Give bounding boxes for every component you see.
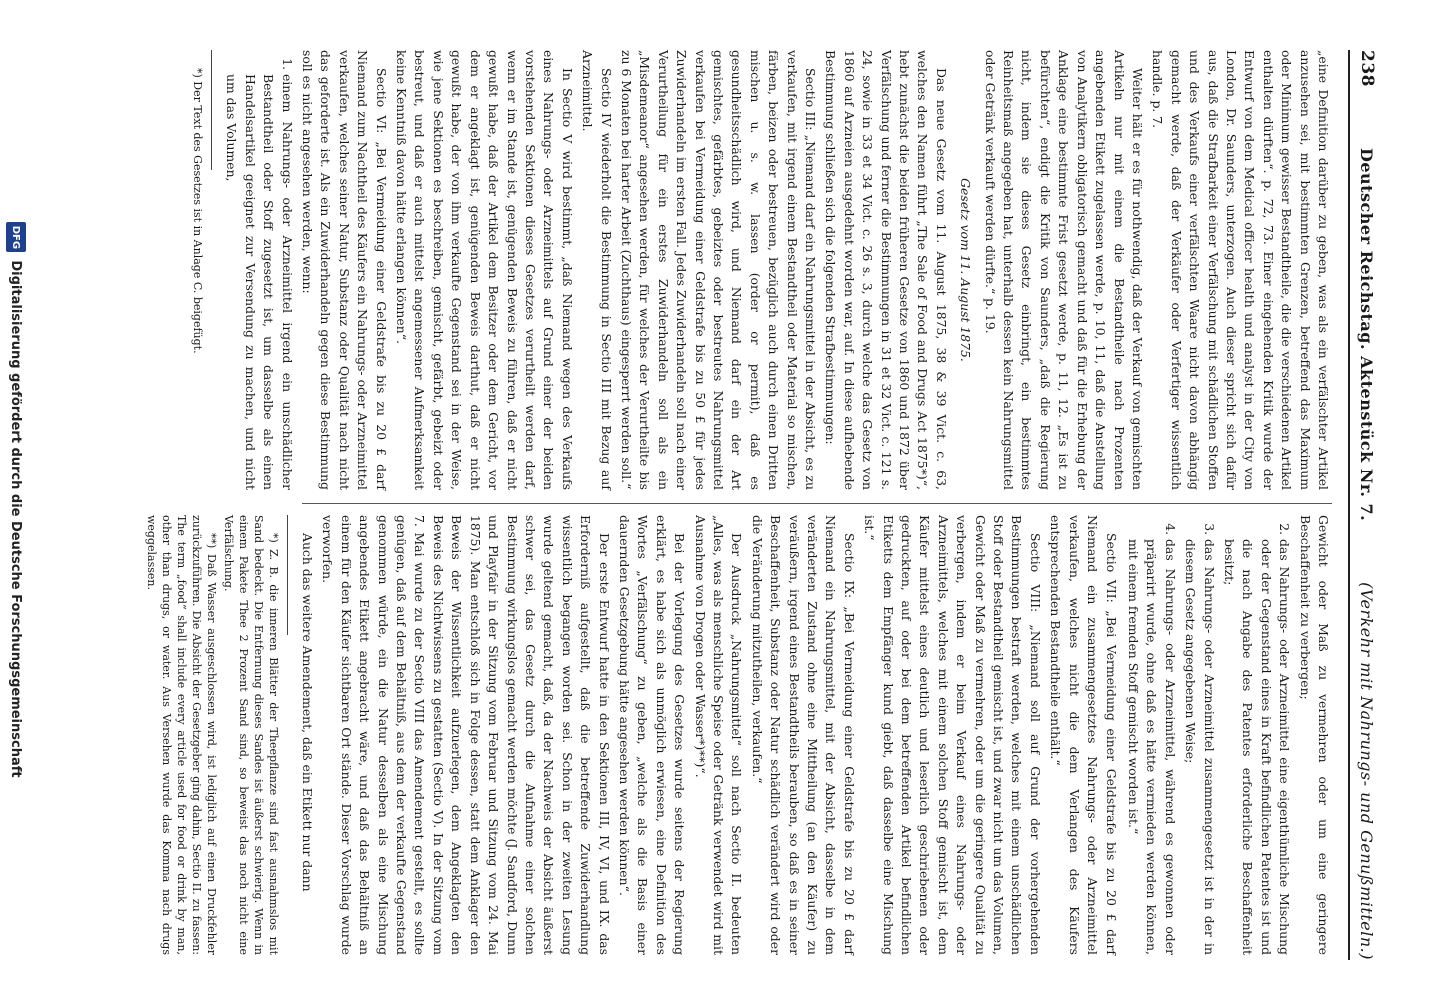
header-rule <box>1348 50 1350 960</box>
paragraph: „eine Definition darüber zu geben, was als ein verfälschter Artikel anzusehen sei, mit bestimmten Grenzen, betreffend das Maximum oder Minimum gewisser Bestandtheile, die die verschiedenen Artikel enthalten dürften“. p. 72, 73. Einer eingehenden Kritik wurde der Entwurf von dem Medical officer health und analyst in der City von London, Dr. Saunders, unterzogen. Auch dieser spricht sich dafür aus, daß die Strafbarkeit einer Verfälschung mit schädlichen Stoffen und des Verkaufs einer verfälschten Waare nicht davon abhängig gemacht werde, daß der Verkäufer oder Verfertiger wissentlich handle. p. 7. <box>1150 50 1331 490</box>
exception-list-continued <box>1124 515 1294 955</box>
page-header <box>1342 50 1392 960</box>
footnote-divider <box>211 50 212 170</box>
paragraph: Der Ausdruck „Nahrungsmittel“ soll nach Sectio II. bedeuten „Alles, was als menschliche Speise oder Getränk verwendet wird mit Ausnahme von Drogen oder Wasser*)**)“. <box>692 515 745 955</box>
footnote-divider <box>287 515 288 635</box>
law-heading: Gesetz vom 11. August 1875. <box>958 178 974 362</box>
paragraph: In Sectio V wird bestimmt, „daß Niemand wegen des Verkaufs eines Nahrungs- oder Arzneimittels auf Grund einer der beiden vorstehenden Sektionen dieses Gesetzes verurtheilt werden darf, wenn er im Stande ist, genügenden Beweis zu führen, daß er nicht gewußt habe, daß der Artikel dem Besitzer oder dem Gericht, vor dem er angeklagt ist, genügenden Beweis darthut, daß er nicht gewußt habe, der von ihm verkaufte Gegenstand sei in der Weise, wie jene Sektionen es beschreiben, gemischt, gefärbt, gebeizt oder bestreut, und daß er auch mittelst angemessener Aufmerksamkeit keine Kenntniß davon hätte erlangen können“. <box>394 50 575 490</box>
paragraph: Der erste Entwurf hatte in den Sektionen III, IV, VI, und IX. das Erforderniß aufgestellt, daß die betreffende Zuwiderhandlung wissentlich begangen worden sei. Schon in der zweiten Lesung wurde geltend gemacht, daß, da der Nachweis der Absicht äußerst schwer sei, das Gesetz durch die Aufnahme einer solchen Bestimmung wirkungslos gemacht werden möchte (J. Sandford, Dunn und Playfair in der Sitzung vom Februar und Sitzung vom 24. Mai 1875). Man entschloß sich in Folge dessen, statt dem Anklager den Beweis der Wissentlichkeit aufzuerlegen, dem Angeklagten den Beweis des Nichtwissens zu gestatten (Sectio V). In der Sitzung vom 7. Mai wurde zu der Sectio VIII das Amendement gestellt, es sollte genügen, daß auf dem Behältniß, aus dem der verkaufte Gegenstand genommen würde, ein die Natur desselben als eine Mischung angebendes Etikett angebracht wäre, und daß das Behältniß an einem für den Käufer sichtbaren Ort stände. Dieser Vorschlag wurde verworfen. <box>320 515 612 955</box>
list-item: 4. das Nahrungs- oder Arzneimittel, während es gewonnen oder präparirt wurde, ohne daß es hätte vermieden werden können, mit einem fremden Stoff gemischt worden ist.“ <box>1124 539 1179 955</box>
paragraph: Sectio VII: „Bei Vermeidung einer Geldstrafe bis zu 20 £ darf Niemand ein zusammengesetztes Nahrungs- oder Arzneimittel verkaufen, welches nicht die dem Verlangen des Käufers entsprechenden Bestandtheile enthält.“ <box>1048 515 1119 955</box>
paragraph: Auch das weitere Amendement, daß ein Etikett nur dann <box>300 533 316 892</box>
column-divider <box>302 503 1332 504</box>
digitization-note: Digitalisierung gefördert durch die Deutsche Forschungsgemeinschaft <box>8 260 24 778</box>
paragraph: Sectio III: „Niemand darf ein Nahrungsmittel in der Absicht, es zu verkaufen, mit irgend einem Bestandtheil oder Material so mischen, färben, beizen oder bestreuen, bezüglich auch durch einen Dritten mischen u. s. w. lassen (order or permit), daß es gesundheitsschädlich wird, und Niemand darf ein der Art gemischtes, gefärbtes, gebeiztes oder bestreutes Nahrungsmittel verkaufen bei Vermeidung einer Geldstrafe bis zu 50 £ für jedes Zuwiderhandeln im ersten Fall. Jedes Zuwiderhandeln soll nach einer Verurtheilung für ein erstes Zuwiderhandeln soll als ein „Misdemeanor“ angesehen werden, für welches der Verurtheilte bis zu 6 Monaten bei harter Arbeit (Zuchthaus) eingesperrt werden soll.“ <box>618 50 819 490</box>
paragraph: Sectio IV wiederholt die Bestimmung in Sectio III mit Bezug auf Arzneimittel. <box>580 50 614 490</box>
list-item: 3. das Nahrungs- oder Arzneimittel zusammengesetzt ist in der in diesem Gesetz angegebenen Weise; <box>1181 539 1218 955</box>
left-column <box>188 50 1332 490</box>
paragraph: Sectio VI: „Bei Vermeidung einer Geldstrafe bis zu 20 £ darf Niemand zum Nachtheil des Käufers ein Nahrungs- oder Arzneimittel verkaufen, welches seiner Natur, Substanz oder Qualität nach nicht das geforderte ist. Als ein Zuwiderhandeln gegen diese Bestimmung soll es nicht angesehen werden, wenn: <box>300 50 389 490</box>
paragraph: Sectio IX: „Bei Vermeidung einer Geldstrafe bis zu 20 £ darf Niemand ein Nahrungsmittel, mit der Absicht, dasselbe in dem veränderten Zustand ohne eine Mittheilung (an den Käufer) zu veräußern, irgend eines Bestandtheils berauben, so daß es in seiner Beschaffenheit, Substanz oder Natur schädlich verändert wird oder die Veränderung mitzutheilen, verkaufen.“ <box>749 515 857 955</box>
digitization-footer <box>6 0 26 1000</box>
right-column <box>142 515 1332 955</box>
paragraph: Sectio VIII: „Niemand soll auf Grund der vorhergehenden Bestimmungen bestraft werden, welches mit einem unschädlichen Stoff oder Bestandtheil gemischt ist, und zwar nicht um das Volumen, Gewicht oder Maß zu vermehren, oder um die geringere Qualität zu verbergen, indem er beim Verkauf eines Nahrungs- oder Arzneimittels, welches mit einem solchen Stoff gemischt ist, dem Käufer mittelst eines deutlich und leserlich geschriebenen oder gedruckten, auf oder bei dem betreffenden Artikel befindlichen Etiketts dem Empfänger kund giebt, daß dasselbe eine Mischung ist.“ <box>862 515 1043 955</box>
dfg-logo-icon: DFG <box>6 222 26 252</box>
list-item: 2. das Nahrungs- oder Arzneimittel eine eigenthümliche Mischung oder der Gegenstand eines in Kraft befindlichen Patentes ist und die nach Angabe des Patentes erforderliche Beschaffenheit besitzt; <box>1220 539 1294 955</box>
page-number: 238 <box>1357 50 1377 87</box>
running-title: Deutscher Reichstag. Aktenstück Nr. 7. <box>1357 147 1377 522</box>
paragraph: Das neue Gesetz vom 11. August 1875, 38 & 39 Vict. c. 63, welches den Namen führt „The Sale of Food and Drugs Act 1875*)“, hebt zunächst die beiden früheren Gesetze von 1860 und 1872 über Verfälschung und ferner die Bestimmungen in 31 et 32 Vict. c. 121 s. 24, sowie in 33 et 34 Vict. c. 26 s. 3, durch welche das Gesetz von 1860 auf Arzneien ausgedehnt worden war, auf. In diese aufhebende Bestimmung schließen sich die folgenden Strafbestimmungen: <box>823 50 949 490</box>
footnote: *) Der Text des Gesetzes ist in Anlage C. beigefügt. <box>191 68 205 354</box>
list-item: 1. einem Nahrungs- oder Arzneimittel irgend ein unschädlicher Bestandtheil oder Stoff zugesetzt ist, um dasselbe als einen Handelsartikel geeignet zur Versendung zu machen, und nicht um das Volumen, <box>222 74 296 490</box>
footnote: *) Z. B. die inneren Blätter der Theepflanze sind fast ausnahmslos mit Sand bedeckt. Die Entfernung dieses Sandes ist äußerst schwierig. Wenn in einem Pakete Thee 2 Prozent Sand sind, so beweist das noch nicht eine Verfälschung. <box>221 515 280 955</box>
paragraph: Bei der Vorlegung des Gesetzes wurde seitens der Regierung erklärt, es habe sich als unmöglich erwiesen, eine Definition des Wortes „Verfälschung“ zu geben, „welche als die Basis einer dauernden Gesetzgebung hätte angesehen werden können“. <box>616 515 688 955</box>
section-title: (Verkehr mit Nahrungs- und Genußmitteln.) <box>1357 582 1377 960</box>
exception-list <box>222 50 296 490</box>
paragraph: Gewicht oder Maß zu vermehren oder um eine geringere Beschaffenheit zu verbergen; <box>1297 515 1331 955</box>
footnote: **) Daß Wasser ausgeschlossen wird, ist lediglich auf einen Druckfehler zurückzuführen. Die Absicht der Gesetzgeber ging dahin, Sectio II. zu fassen: The term „food“ shall include every article used for food or drink by man, other than drugs, or water. Aus Versehen wurde das Komma nach drugs weggelassen. <box>144 515 218 955</box>
paragraph: Weiter hält er es für nothwendig, daß der Verkauf von gemischten Artikeln nur mit einem die Bestandtheile nach Prozenten angebenden Etikett zugelassen werde, p. 10, 11, daß die Anstellung von Analytikern obligatorisch gemacht und daß für die Erhebung der Anklage eine bestimmte Frist gesetzt werde, p. 11, 12. „Es ist zu befürchten“, endigt die Kritik von Saunders, „daß die Regierung nicht, indem sie dieses Gesetz einbringt, ein bestimmtes Reinheitsmaß angegeben hat, unterhalb dessen kein Nahrungsmittel oder Getränk verkauft werden dürfte.“ p. 19. <box>982 50 1145 490</box>
